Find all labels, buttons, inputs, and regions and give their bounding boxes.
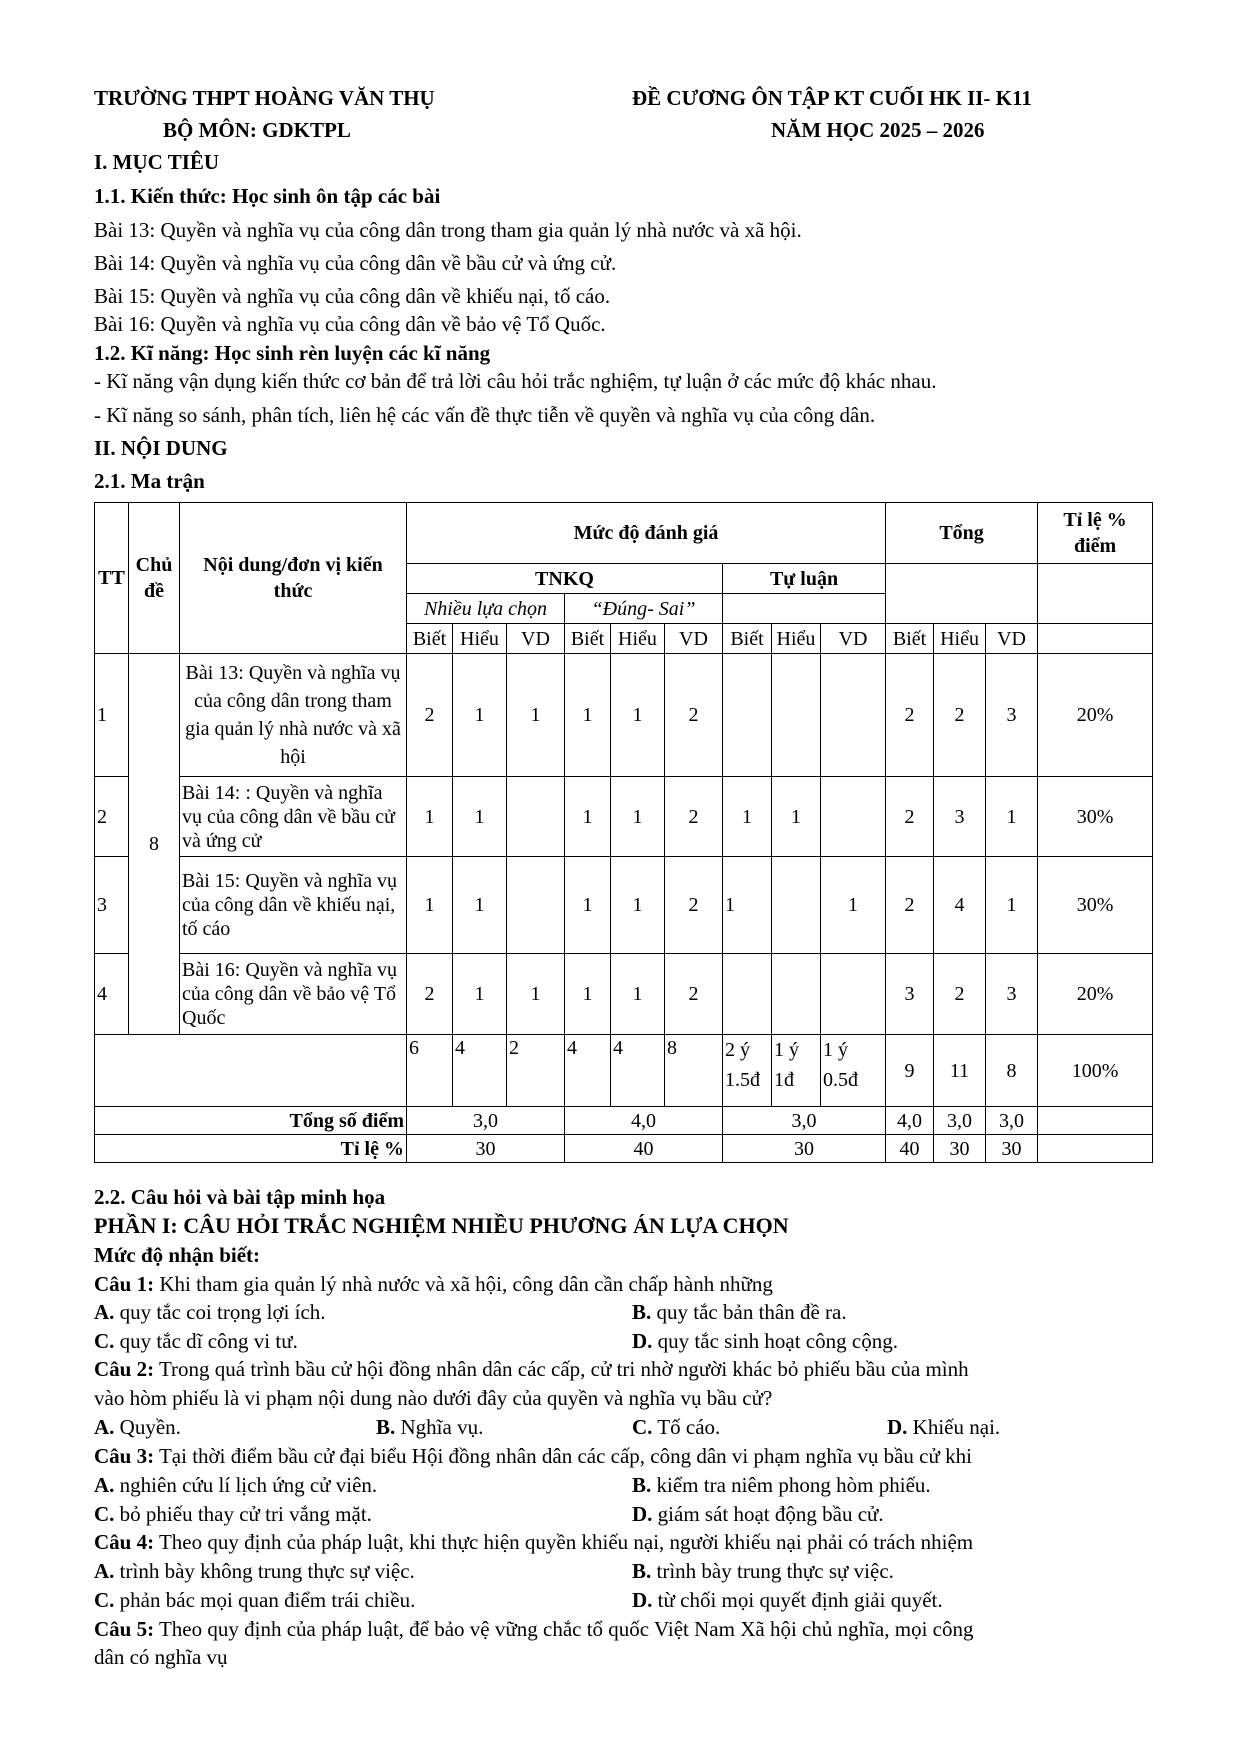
option <box>632 1588 943 1612</box>
level-header: Biết <box>723 624 772 654</box>
header-content: Nội dung/đơn vị kiến thức <box>180 503 407 654</box>
question-5 <box>94 1617 974 1641</box>
option-key: C. <box>94 1502 115 1526</box>
row-percent: 20% <box>1038 654 1153 777</box>
header-total-blank <box>886 564 1038 624</box>
lesson-13: Bài 13: Quyền và nghĩa vụ của công dân trong tham gia quản lý nhà nước và xã hội. <box>94 218 802 242</box>
matrix-cell: 3 <box>986 654 1038 777</box>
skills-title: 1.2. Kĩ năng: Học sinh rèn luyện các kĩ năng <box>94 341 491 365</box>
question-text: Tại thời điểm bầu cử đại biểu Hội đồng nhân dân các cấp, công dân vi phạm nghĩa vụ bầu cử khi <box>158 1444 972 1468</box>
level-header: Hiểu <box>772 624 821 654</box>
skill-1: - Kĩ năng vận dụng kiến thức cơ bản để trả lời câu hỏi trắc nghiệm, tự luận ở các mức độ khác nhau. <box>94 369 937 393</box>
option <box>94 1300 326 1324</box>
matrix-cell: 3 <box>986 954 1038 1035</box>
total-essay-1-count: 2 ý <box>725 1039 750 1061</box>
matrix-cell: 2 <box>886 857 934 954</box>
lesson-16: Bài 16: Quyền và nghĩa vụ của công dân về bảo vệ Tổ Quốc. <box>94 312 606 336</box>
option <box>94 1415 181 1439</box>
option-text: quy tắc sinh hoạt công cộng. <box>657 1329 898 1353</box>
option <box>632 1329 898 1353</box>
question-text: Theo quy định của pháp luật, để bảo vệ vững chắc tổ quốc Việt Nam Xã hội chủ nghĩa, mọi công <box>158 1617 974 1641</box>
matrix-cell <box>821 777 886 857</box>
header-percent-score: Tỉ lệ % điểm <box>1038 503 1153 564</box>
matrix-cell: 3 <box>934 777 986 857</box>
matrix-cell: 1 <box>772 777 821 857</box>
question-4 <box>94 1530 973 1554</box>
question-text: Khi tham gia quản lý nhà nước và xã hội, công dân cần chấp hành những <box>159 1272 773 1296</box>
matrix-cell: 1 <box>723 857 772 954</box>
option <box>94 1329 298 1353</box>
ratio-cell: 40 <box>565 1135 723 1163</box>
question-3 <box>94 1444 972 1468</box>
row-content: Bài 13: Quyền và nghĩa vụ của công dân trong tham gia quản lý nhà nước và xã hội <box>180 654 407 777</box>
matrix-title: 2.1. Ma trận <box>94 469 205 493</box>
level-header: VD <box>665 624 723 654</box>
header-assessment-level: Mức độ đánh giá <box>407 503 886 564</box>
points-cell: 4,0 <box>886 1107 934 1135</box>
option-key: D. <box>887 1415 908 1439</box>
matrix-cell: 1 <box>407 857 453 954</box>
row-tt: 1 <box>95 654 129 777</box>
matrix-cell <box>507 777 565 857</box>
topic-cell: 8 <box>129 654 180 1035</box>
level-header-blank <box>1038 624 1153 654</box>
knowledge-title: 1.1. Kiến thức: Học sinh ôn tập các bài <box>94 184 441 208</box>
option-key: B. <box>632 1559 652 1583</box>
header-true-false: “Đúng- Sai” <box>565 594 723 624</box>
level-header: Biết <box>886 624 934 654</box>
matrix-cell: 1 <box>821 857 886 954</box>
matrix-cell: 1 <box>565 654 611 777</box>
matrix-cell: 1 <box>565 777 611 857</box>
header-tnkq: TNKQ <box>407 564 723 594</box>
matrix-cell: 1 <box>723 777 772 857</box>
matrix-cell <box>821 954 886 1035</box>
total-essay-3-score: 0.5đ <box>823 1069 858 1091</box>
ratio-label: Tỉ lệ % <box>95 1135 407 1163</box>
option <box>376 1415 483 1439</box>
level-title: Mức độ nhận biết: <box>94 1243 261 1267</box>
section-2-title: II. NỘI DUNG <box>94 436 228 460</box>
option-text: từ chối mọi quyết định giải quyết. <box>657 1588 943 1612</box>
option <box>632 1415 720 1439</box>
header-multiple-choice: Nhiều lựa chọn <box>407 594 565 624</box>
matrix-cell: 3 <box>886 954 934 1035</box>
matrix-cell: 2 <box>665 954 723 1035</box>
points-cell: 4,0 <box>565 1107 723 1135</box>
option-text: Nghĩa vụ. <box>400 1415 484 1439</box>
points-cell: 3,0 <box>723 1107 886 1135</box>
question-label: Câu 1: <box>94 1272 155 1296</box>
points-cell: 3,0 <box>407 1107 565 1135</box>
option-key: B. <box>632 1473 652 1497</box>
row-tt: 4 <box>95 954 129 1035</box>
option-key: A. <box>94 1415 115 1439</box>
option-text: trình bày trung thực sự việc. <box>656 1559 894 1583</box>
option-text: giám sát hoạt động bầu cử. <box>657 1502 884 1526</box>
option <box>887 1415 1000 1439</box>
row-tt: 2 <box>95 777 129 857</box>
option-text: Khiếu nại. <box>912 1415 1001 1439</box>
total-percent: 100% <box>1038 1035 1153 1107</box>
option-text: Tố cáo. <box>657 1415 721 1439</box>
matrix-cell: 2 <box>665 857 723 954</box>
total-essay-2-score: 1đ <box>774 1069 794 1091</box>
level-header: Biết <box>565 624 611 654</box>
total-essay-1 <box>723 1035 772 1107</box>
ratio-cell: 40 <box>886 1135 934 1163</box>
option-text: kiểm tra niêm phong hòm phiếu. <box>656 1473 931 1497</box>
question-label: Câu 4: <box>94 1530 155 1554</box>
ratio-cell: 30 <box>986 1135 1038 1163</box>
matrix-cell: 1 <box>507 954 565 1035</box>
option-key: C. <box>632 1415 653 1439</box>
ratio-cell: 30 <box>723 1135 886 1163</box>
matrix-cell: 4 <box>934 857 986 954</box>
row-percent: 20% <box>1038 954 1153 1035</box>
question-text: Theo quy định của pháp luật, khi thực hiện quyền khiếu nại, người khiếu nại phải có trách nhiệm <box>158 1530 974 1554</box>
option <box>632 1559 894 1583</box>
option-key: A. <box>94 1559 115 1583</box>
option-key: A. <box>94 1300 115 1324</box>
level-header: Biết <box>407 624 453 654</box>
total-essay-3 <box>821 1035 886 1107</box>
skill-2: - Kĩ năng so sánh, phân tích, liên hệ các vấn đề thực tiễn về quyền và nghĩa vụ của công dân. <box>94 403 876 427</box>
lesson-14: Bài 14: Quyền và nghĩa vụ của công dân về bầu cử và ứng cử. <box>94 251 617 275</box>
option-text: quy tắc dĩ công vi tư. <box>119 1329 298 1353</box>
matrix-cell: 1 <box>507 654 565 777</box>
option <box>94 1473 377 1497</box>
examples-title: 2.2. Câu hỏi và bài tập minh họa <box>94 1185 386 1209</box>
level-header: Hiểu <box>934 624 986 654</box>
matrix-cell <box>723 654 772 777</box>
option <box>94 1502 372 1526</box>
department-name: BỘ MÔN: GDKTPL <box>163 118 351 142</box>
section-1-title: I. MỤC TIÊU <box>94 150 220 174</box>
matrix-cell: 1 <box>611 654 665 777</box>
matrix-cell <box>507 857 565 954</box>
matrix-cell: 2 <box>886 654 934 777</box>
question-label: Câu 3: <box>94 1444 155 1468</box>
matrix-cell: 2 <box>407 654 453 777</box>
total-sum: 8 <box>986 1035 1038 1107</box>
lesson-15: Bài 15: Quyền và nghĩa vụ của công dân về khiếu nại, tố cáo. <box>94 284 611 308</box>
school-name: TRƯỜNG THPT HOÀNG VĂN THỤ <box>94 86 435 110</box>
option-key: D. <box>632 1502 653 1526</box>
question-5-continued: dân có nghĩa vụ <box>94 1645 228 1669</box>
option-text: quy tắc bản thân đề ra. <box>656 1300 847 1324</box>
matrix-cell: 2 <box>934 654 986 777</box>
option-key: C. <box>94 1329 115 1353</box>
option-text: phản bác mọi quan điểm trái chiều. <box>119 1588 416 1612</box>
matrix-cell: 2 <box>665 654 723 777</box>
row-percent: 30% <box>1038 857 1153 954</box>
option-text: quy tắc coi trọng lợi ích. <box>119 1300 326 1324</box>
row-tt: 3 <box>95 857 129 954</box>
option-key: B. <box>632 1300 652 1324</box>
ratio-cell: 30 <box>934 1135 986 1163</box>
total-essay-1-score: 1.5đ <box>725 1069 760 1091</box>
row-content: Bài 15: Quyền và nghĩa vụ của công dân về khiếu nại, tố cáo <box>180 857 407 954</box>
total-essay-3-count: 1 ý <box>823 1039 848 1061</box>
option-text: nghiên cứu lí lịch ứng cử viên. <box>119 1473 378 1497</box>
total-cell: 8 <box>665 1035 723 1107</box>
header-percent-blank <box>1038 564 1153 624</box>
total-cell: 6 <box>407 1035 453 1107</box>
level-header: VD <box>986 624 1038 654</box>
totals-blank <box>95 1035 407 1107</box>
matrix-cell: 1 <box>453 954 507 1035</box>
row-percent: 30% <box>1038 777 1153 857</box>
part-1-title: PHẦN I: CÂU HỎI TRẮC NGHIỆM NHIỀU PHƯƠNG ÁN LỰA CHỌN <box>94 1213 789 1238</box>
question-label: Câu 2: <box>94 1357 155 1381</box>
option-key: D. <box>632 1329 653 1353</box>
option-key: D. <box>632 1588 653 1612</box>
row-content: Bài 16: Quyền và nghĩa vụ của công dân về bảo vệ Tổ Quốc <box>180 954 407 1035</box>
matrix-cell: 1 <box>453 857 507 954</box>
matrix-cell: 1 <box>453 654 507 777</box>
question-1 <box>94 1272 773 1296</box>
question-2-continued: vào hòm phiếu là vi phạm nội dung nào dưới đây của quyền và nghĩa vụ bầu cử? <box>94 1386 773 1410</box>
points-cell: 3,0 <box>934 1107 986 1135</box>
matrix-cell: 2 <box>407 954 453 1035</box>
assessment-matrix-table <box>94 502 1153 1163</box>
points-blank <box>1038 1107 1153 1135</box>
level-header: Hiểu <box>611 624 665 654</box>
total-sum: 9 <box>886 1035 934 1107</box>
matrix-cell: 1 <box>611 857 665 954</box>
option-text: trình bày không trung thực sự việc. <box>119 1559 415 1583</box>
matrix-cell: 1 <box>453 777 507 857</box>
total-cell: 4 <box>565 1035 611 1107</box>
option-key: B. <box>376 1415 396 1439</box>
question-label: Câu 5: <box>94 1617 155 1641</box>
ratio-cell: 30 <box>407 1135 565 1163</box>
matrix-cell <box>772 857 821 954</box>
points-cell: 3,0 <box>986 1107 1038 1135</box>
question-2 <box>94 1357 969 1381</box>
option <box>632 1502 884 1526</box>
matrix-cell <box>772 954 821 1035</box>
option <box>94 1559 415 1583</box>
matrix-cell: 1 <box>565 954 611 1035</box>
matrix-cell: 2 <box>934 954 986 1035</box>
option <box>632 1300 847 1324</box>
header-total: Tổng <box>886 503 1038 564</box>
level-header: VD <box>821 624 886 654</box>
matrix-cell <box>723 954 772 1035</box>
document-title: ĐỀ CƯƠNG ÔN TẬP KT CUỐI HK II- K11 <box>632 86 1032 110</box>
total-essay-2 <box>772 1035 821 1107</box>
option-text: bỏ phiếu thay cử tri vắng mặt. <box>119 1502 372 1526</box>
level-header: VD <box>507 624 565 654</box>
total-cell: 4 <box>453 1035 507 1107</box>
matrix-cell <box>821 654 886 777</box>
option <box>632 1473 931 1497</box>
matrix-cell: 1 <box>611 777 665 857</box>
points-label: Tổng số điểm <box>95 1107 407 1135</box>
question-text: Trong quá trình bầu cử hội đồng nhân dân các cấp, cử tri nhờ người khác bỏ phiếu bầu của mình <box>158 1357 969 1381</box>
option-text: Quyền. <box>119 1415 181 1439</box>
matrix-cell: 1 <box>407 777 453 857</box>
matrix-cell <box>772 654 821 777</box>
total-cell: 4 <box>611 1035 665 1107</box>
header-tt: TT <box>95 503 129 654</box>
matrix-cell: 1 <box>565 857 611 954</box>
matrix-cell: 2 <box>665 777 723 857</box>
ratio-blank <box>1038 1135 1153 1163</box>
total-essay-2-count: 1 ý <box>774 1039 799 1061</box>
matrix-cell: 1 <box>986 857 1038 954</box>
level-header: Hiểu <box>453 624 507 654</box>
option-key: C. <box>94 1588 115 1612</box>
matrix-cell: 2 <box>886 777 934 857</box>
option-key: A. <box>94 1473 115 1497</box>
total-sum: 11 <box>934 1035 986 1107</box>
total-cell: 2 <box>507 1035 565 1107</box>
header-essay: Tự luận <box>723 564 886 594</box>
matrix-cell: 1 <box>986 777 1038 857</box>
row-content: Bài 14: : Quyền và nghĩa vụ của công dân về bầu cử và ứng cử <box>180 777 407 857</box>
matrix-cell: 1 <box>611 954 665 1035</box>
school-year: NĂM HỌC 2025 – 2026 <box>771 118 985 142</box>
header-topic: Chủ đề <box>129 503 180 654</box>
header-essay-blank <box>723 594 886 624</box>
option <box>94 1588 415 1612</box>
